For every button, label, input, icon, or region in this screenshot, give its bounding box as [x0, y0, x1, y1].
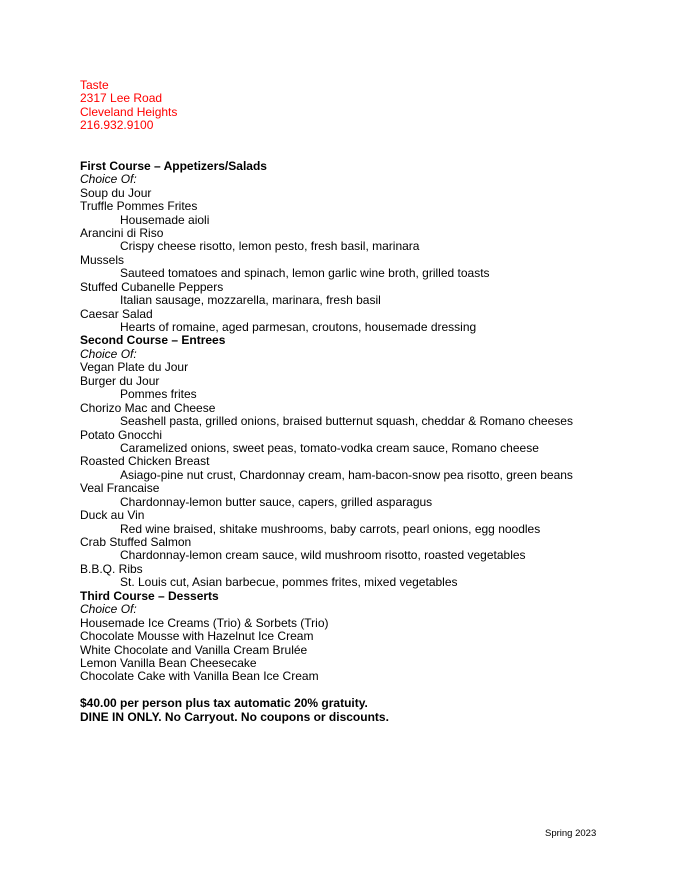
menu-item-name: Vegan Plate du Jour	[80, 360, 189, 375]
restaurant-address-block	[80, 79, 640, 133]
menu-item-name: Potato Gnocchi	[80, 427, 163, 442]
menu-item-name: Chocolate Cake with Vanilla Bean Ice Cream	[80, 669, 319, 684]
second-course-choice-label: Choice Of:	[80, 346, 137, 361]
menu-item-description: Red wine braised, shitake mushrooms, baby carrots, pearl onions, egg noodles	[120, 521, 541, 536]
menu-item-name: Crab Stuffed Salmon	[80, 535, 192, 549]
third-course-section	[80, 590, 640, 684]
first-course-section	[80, 160, 640, 335]
menu-item-description: Sauteed tomatoes and spinach, lemon garlic wine broth, grilled toasts	[120, 266, 490, 281]
menu-item-name: Lemon Vanilla Bean Cheesecake	[80, 655, 257, 670]
menu-item-name: Housemade Ice Creams (Trio) & Sorbets (Trio)	[80, 615, 329, 630]
menu-item-name: Chocolate Mousse with Hazelnut Ice Cream	[80, 629, 314, 644]
menu-item-description: Italian sausage, mozzarella, marinara, fresh basil	[120, 293, 381, 308]
restaurant-city: Cleveland Heights	[80, 104, 178, 119]
menu-item-description: Asiago-pine nut crust, Chardonnay cream, ham-bacon-snow pea risotto, green beans	[120, 467, 573, 482]
menu-item-name: Arancini di Riso	[80, 225, 164, 240]
first-course-choice-label: Choice Of:	[80, 172, 137, 187]
restaurant-street: 2317 Lee Road	[80, 91, 163, 106]
menu-item-name: Truffle Pommes Frites	[80, 199, 198, 214]
menu-item-name: Duck au Vin	[80, 508, 145, 523]
pricing-block	[80, 697, 640, 724]
season-label: Spring 2023	[545, 828, 597, 839]
spacer	[80, 133, 640, 160]
restaurant-phone: 216.932.9100	[80, 118, 154, 133]
menu-item-name: B.B.Q. Ribs	[80, 561, 143, 576]
menu-item-name: Burger du Jour	[80, 373, 160, 388]
menu-item-name: White Chocolate and Vanilla Cream Brulée	[80, 642, 308, 657]
second-course-items	[80, 361, 640, 589]
third-course-heading: Third Course – Desserts	[80, 588, 219, 603]
menu-item-name: Veal Francaise	[80, 481, 160, 496]
policy-line: DINE IN ONLY. No Carryout. No coupons or discounts.	[80, 709, 389, 724]
menu-item-description: Hearts of romaine, aged parmesan, croutons, housemade dressing	[120, 320, 477, 334]
third-course-items	[80, 617, 640, 684]
second-course-heading: Second Course – Entrees	[80, 333, 226, 348]
menu-item-description: Chardonnay-lemon cream sauce, wild mushroom risotto, roasted vegetables	[120, 548, 526, 563]
menu-item-description: Chardonnay-lemon butter sauce, capers, grilled asparagus	[120, 494, 433, 509]
second-course-section	[80, 334, 640, 589]
first-course-items	[80, 187, 640, 335]
menu-item-description: Caramelized onions, sweet peas, tomato-vodka cream sauce, Romano cheese	[120, 440, 539, 455]
menu-item-name: Caesar Salad	[80, 306, 153, 321]
menu-item-name: Roasted Chicken Breast	[80, 454, 210, 469]
menu-item-description: Crispy cheese risotto, lemon pesto, fresh basil, marinara	[120, 239, 420, 254]
menu-item-name: Stuffed Cubanelle Peppers	[80, 279, 224, 294]
menu-content	[80, 79, 640, 724]
menu-item-description: Pommes frites	[120, 387, 197, 402]
price-line: $40.00 per person plus tax automatic 20% gratuity.	[80, 696, 368, 711]
third-course-choice-label: Choice Of:	[80, 602, 137, 617]
menu-item-description: St. Louis cut, Asian barbecue, pommes frites, mixed vegetables	[120, 575, 458, 590]
first-course-heading: First Course – Appetizers/Salads	[80, 158, 267, 173]
spacer	[80, 684, 640, 698]
menu-item-name: Mussels	[80, 252, 125, 267]
menu-item-name: Chorizo Mac and Cheese	[80, 400, 216, 415]
restaurant-name: Taste	[80, 78, 109, 92]
menu-item-description: Housemade aioli	[120, 212, 210, 227]
menu-item-name: Soup du Jour	[80, 185, 152, 200]
menu-item-description: Seashell pasta, grilled onions, braised butternut squash, cheddar & Romano cheeses	[120, 414, 573, 429]
